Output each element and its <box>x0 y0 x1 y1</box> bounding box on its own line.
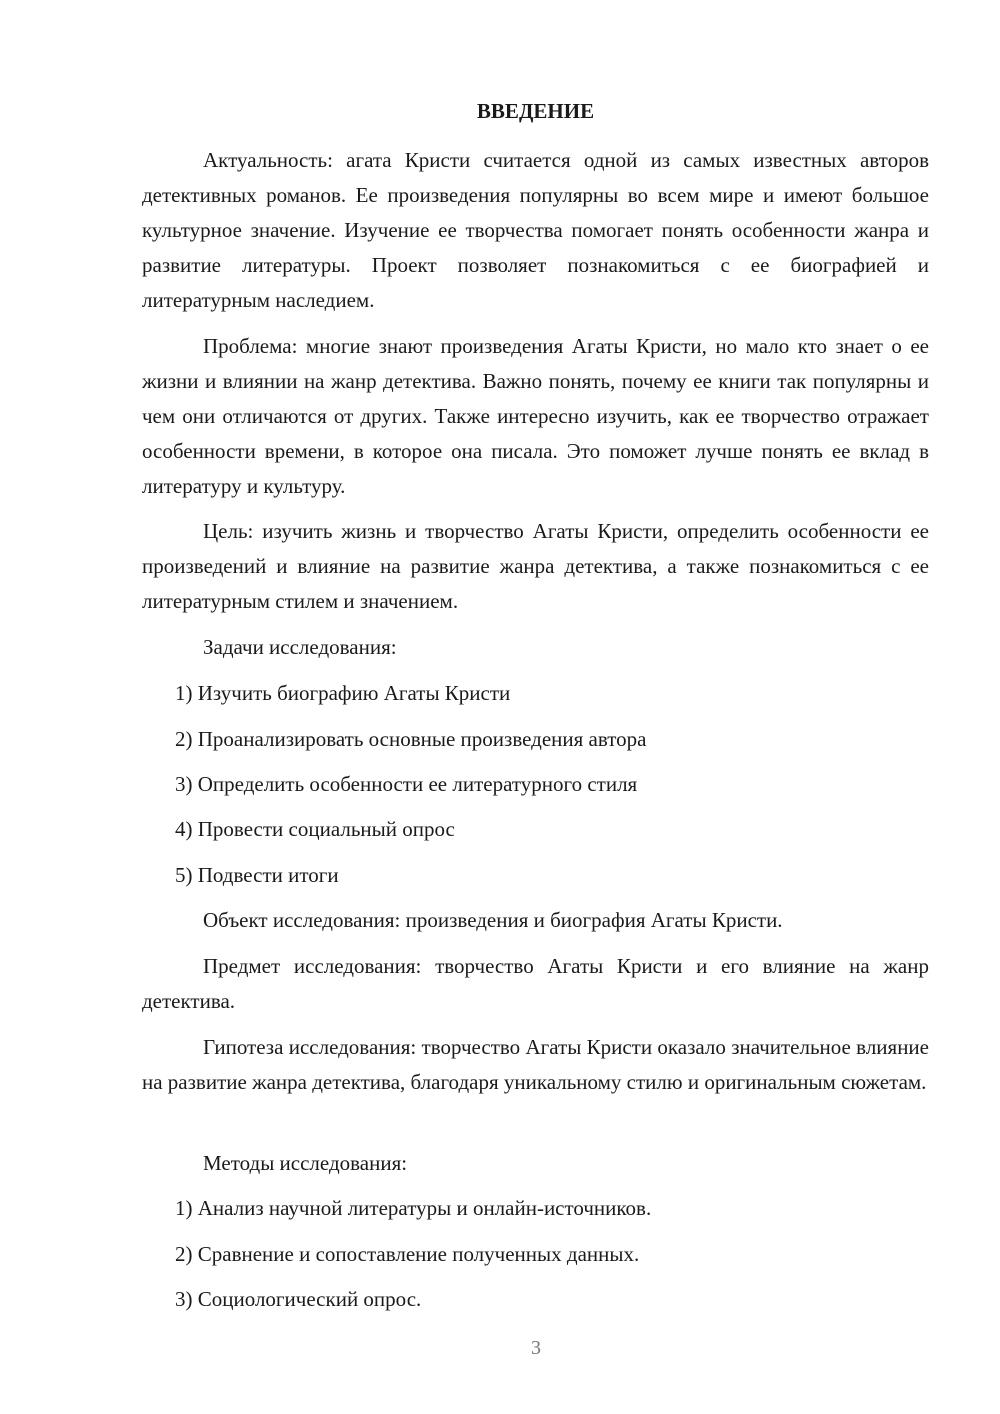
task-item: 1) Изучить биографию Агаты Кристи <box>175 681 511 705</box>
subject-paragraph: Предмет исследования: творчество Агаты Кристи и его влияние на жанр детектива. <box>142 954 929 1013</box>
task-item: 5) Подвести итоги <box>175 863 339 887</box>
goal-paragraph: Цель: изучить жизнь и творчество Агаты Кристи, определить особенности ее произведений и влияние на развитие жанра детектива, а также познакомиться с ее литературным стилем и значением. <box>142 519 929 613</box>
task-item: 2) Проанализировать основные произведения автора <box>175 727 647 751</box>
methods-label: Методы исследования: <box>203 1151 408 1175</box>
tasks-label: Задачи исследования: <box>203 635 397 659</box>
task-item: 4) Провести социальный опрос <box>175 817 455 841</box>
method-item: 2) Сравнение и сопоставление полученных данных. <box>175 1242 640 1266</box>
task-item: 3) Определить особенности ее литературного стиля <box>175 772 638 796</box>
hypothesis-paragraph: Гипотеза исследования: творчество Агаты Кристи оказало значительное влияние на развитие жанра детектива, благодаря уникальному стилю и оригинальным сюжетам. <box>142 1035 929 1094</box>
method-item: 3) Социологический опрос. <box>175 1287 422 1311</box>
method-item: 1) Анализ научной литературы и онлайн-источников. <box>175 1196 652 1220</box>
relevance-paragraph: Актуальность: агата Кристи считается одной из самых известных авторов детективных романов. Ее произведения популярны во всем мире и имеют большое культурное значение. Изучение ее творчества помогает понять особенности жанра и развитие литературы. Проект позволяет познакомиться с ее биографией и литературным наследием. <box>142 148 929 312</box>
page-number: 3 <box>531 1337 541 1359</box>
object-paragraph: Объект исследования: произведения и биография Агаты Кристи. <box>203 908 783 932</box>
page-title: ВВЕДЕНИЕ <box>476 99 595 123</box>
problem-paragraph: Проблема: многие знают произведения Агаты Кристи, но мало кто знает о ее жизни и влиянии на жанр детектива. Важно понять, почему ее книги так популярны и чем они отличаются от других. Также интересно изучить, как ее творчество отражает особенности времени, в которое она писала. Это поможет лучше понять ее вклад в литературу и культуру. <box>142 334 929 498</box>
